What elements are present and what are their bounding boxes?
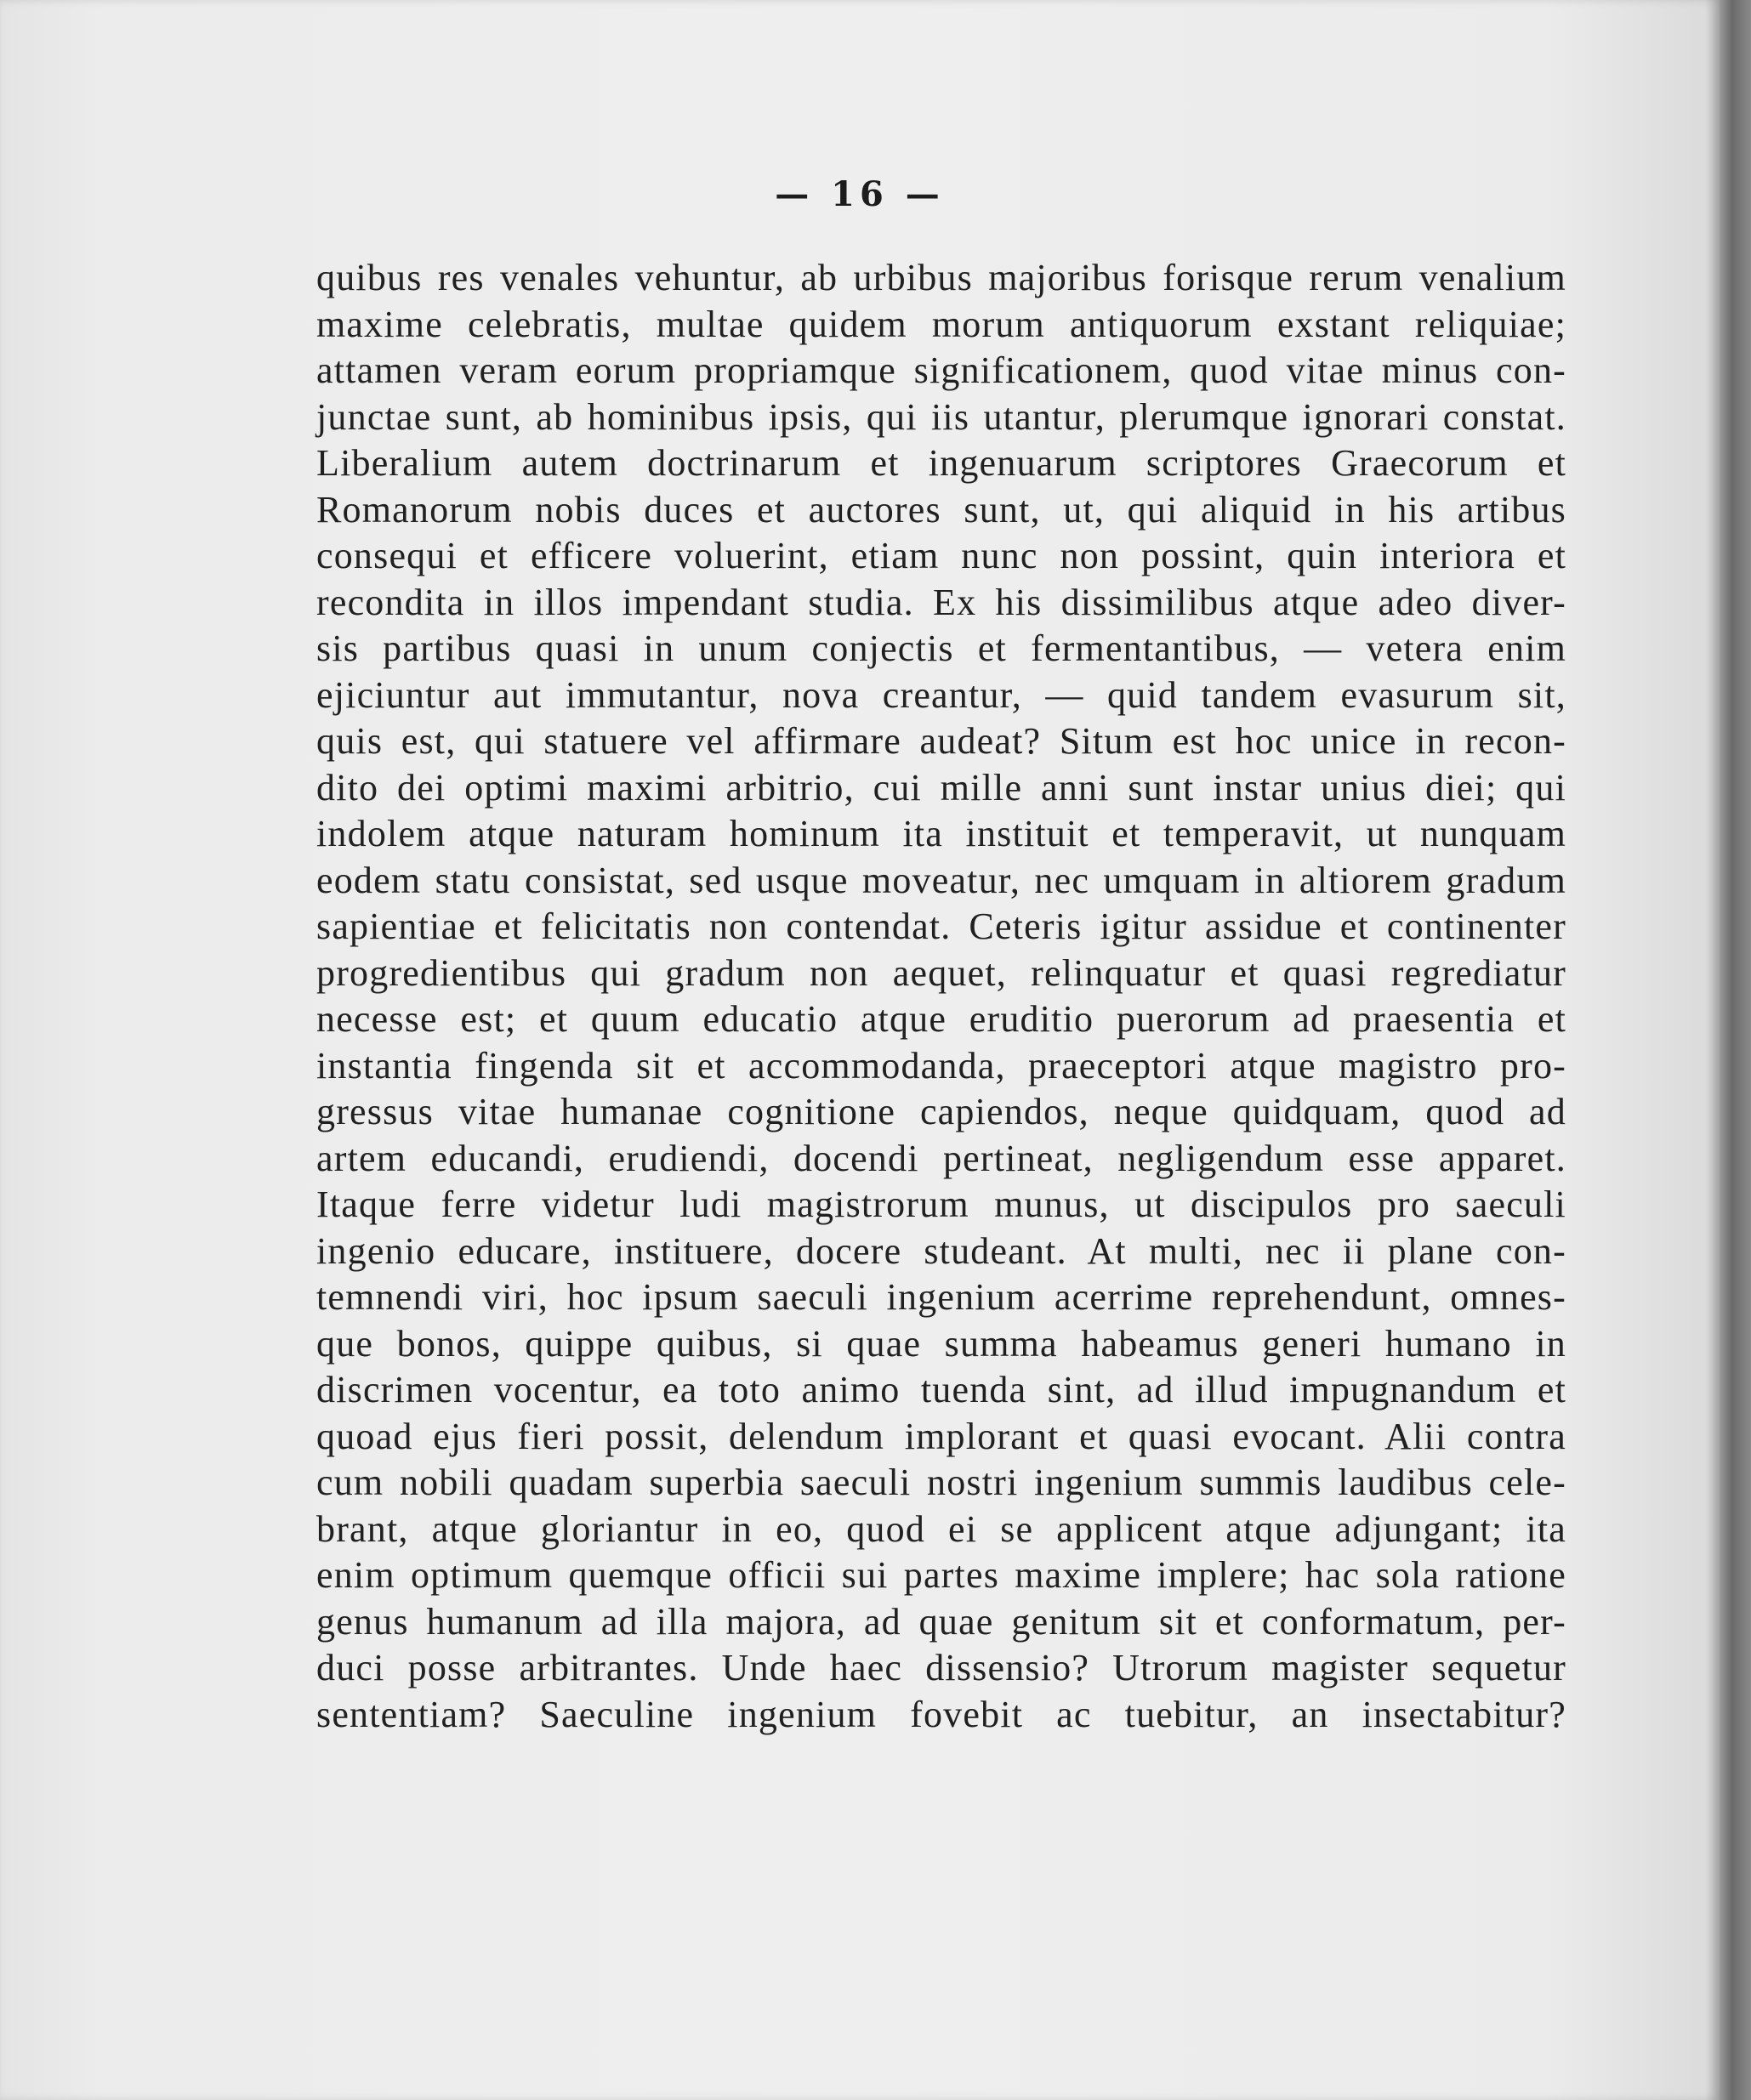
text-line: ejiciuntur aut immutantur, nova creantur, — quid tandem evasurum sit, xyxy=(316,673,1566,716)
binding-gutter xyxy=(1720,0,1751,2100)
text-line: enim optimum quemque officii sui partes maxime implere; hac sola ratione xyxy=(316,1554,1566,1596)
text-line: temnendi viri, hoc ipsum saeculi ingenium acerrime reprehendunt, omnes- xyxy=(316,1276,1566,1318)
text-line: consequi et efficere voluerint, etiam nunc non possint, quin interiora et xyxy=(316,535,1566,576)
page-number-header: — 16 — xyxy=(775,174,945,214)
text-line: duci posse arbitrantes. Unde haec dissensio? Utrorum magister sequetur xyxy=(316,1647,1566,1689)
text-line: eodem statu consistat, sed usque moveatur, nec umquam in altiorem gradum xyxy=(316,859,1566,901)
text-line: attamen veram eorum propriamque significationem, quod vitae minus con- xyxy=(316,349,1566,391)
text-line: sis partibus quasi in unum conjectis et fermentantibus, — vetera enim xyxy=(316,627,1566,669)
text-line: sententiam? Saeculine ingenium fovebit ac tuebitur, an insectabitur? xyxy=(316,1693,1566,1735)
text-line: cum nobili quadam superbia saeculi nostri ingenium summis laudibus cele- xyxy=(316,1461,1566,1503)
text-line: progredientibus qui gradum non aequet, relinquatur et quasi regrediatur xyxy=(316,951,1566,994)
text-line: artem educandi, erudiendi, docendi pertineat, negligendum esse apparet. xyxy=(316,1137,1566,1179)
body-text xyxy=(316,255,1566,1738)
text-line: brant, atque gloriantur in eo, quod ei se applicent atque adjungant; ita xyxy=(316,1507,1566,1550)
text-line: quoad ejus fieri possit, delendum implorant et quasi evocant. Alii contra xyxy=(316,1415,1566,1457)
text-line: instantia fingenda sit et accommodanda, praeceptori atque magistro pro- xyxy=(316,1044,1566,1087)
text-line: genus humanum ad illa majora, ad quae genitum sit et conformatum, per- xyxy=(316,1600,1566,1643)
text-line: ingenio educare, instituere, docere studeant. At multi, nec ii plane con- xyxy=(316,1229,1566,1272)
text-line: discrimen vocentur, ea toto animo tuenda sint, ad illud impugnandum et xyxy=(316,1369,1566,1410)
text-line: junctae sunt, ab hominibus ipsis, qui iis utantur, plerumque ignorari constat. xyxy=(316,395,1566,438)
text-line: necesse est; et quum educatio atque eruditio puerorum ad praesentia et xyxy=(316,998,1566,1040)
text-line: dito dei optimi maximi arbitrio, cui mille anni sunt instar unius diei; qui xyxy=(316,766,1566,809)
text-line: recondita in illos impendant studia. Ex his dissimilibus atque adeo diver- xyxy=(316,581,1566,623)
text-line: indolem atque naturam hominum ita instituit et temperavit, ut nunquam xyxy=(316,813,1566,854)
text-line: Romanorum nobis duces et auctores sunt, ut, qui aliquid in his artibus xyxy=(316,488,1566,531)
text-line: Itaque ferre videtur ludi magistrorum munus, ut discipulos pro saeculi xyxy=(316,1183,1566,1225)
text-line: quibus res venales vehuntur, ab urbibus majoribus forisque rerum venalium xyxy=(316,257,1566,298)
text-line: maxime celebratis, multae quidem morum antiquorum exstant reliquiae; xyxy=(316,303,1566,345)
text-line: quis est, qui statuere vel affirmare audeat? Situm est hoc unice in recon- xyxy=(316,720,1566,762)
text-line: Liberalium autem doctrinarum et ingenuarum scriptores Graecorum et xyxy=(316,442,1566,484)
text-line: gressus vitae humanae cognitione capiendos, neque quidquam, quod ad xyxy=(316,1091,1566,1132)
text-line: que bonos, quippe quibus, si quae summa habeamus generi humano in xyxy=(316,1322,1566,1365)
page-fold-shadow xyxy=(1705,0,1720,2100)
text-line: sapientiae et felicitatis non contendat. Ceteris igitur assidue et continenter xyxy=(316,905,1566,947)
